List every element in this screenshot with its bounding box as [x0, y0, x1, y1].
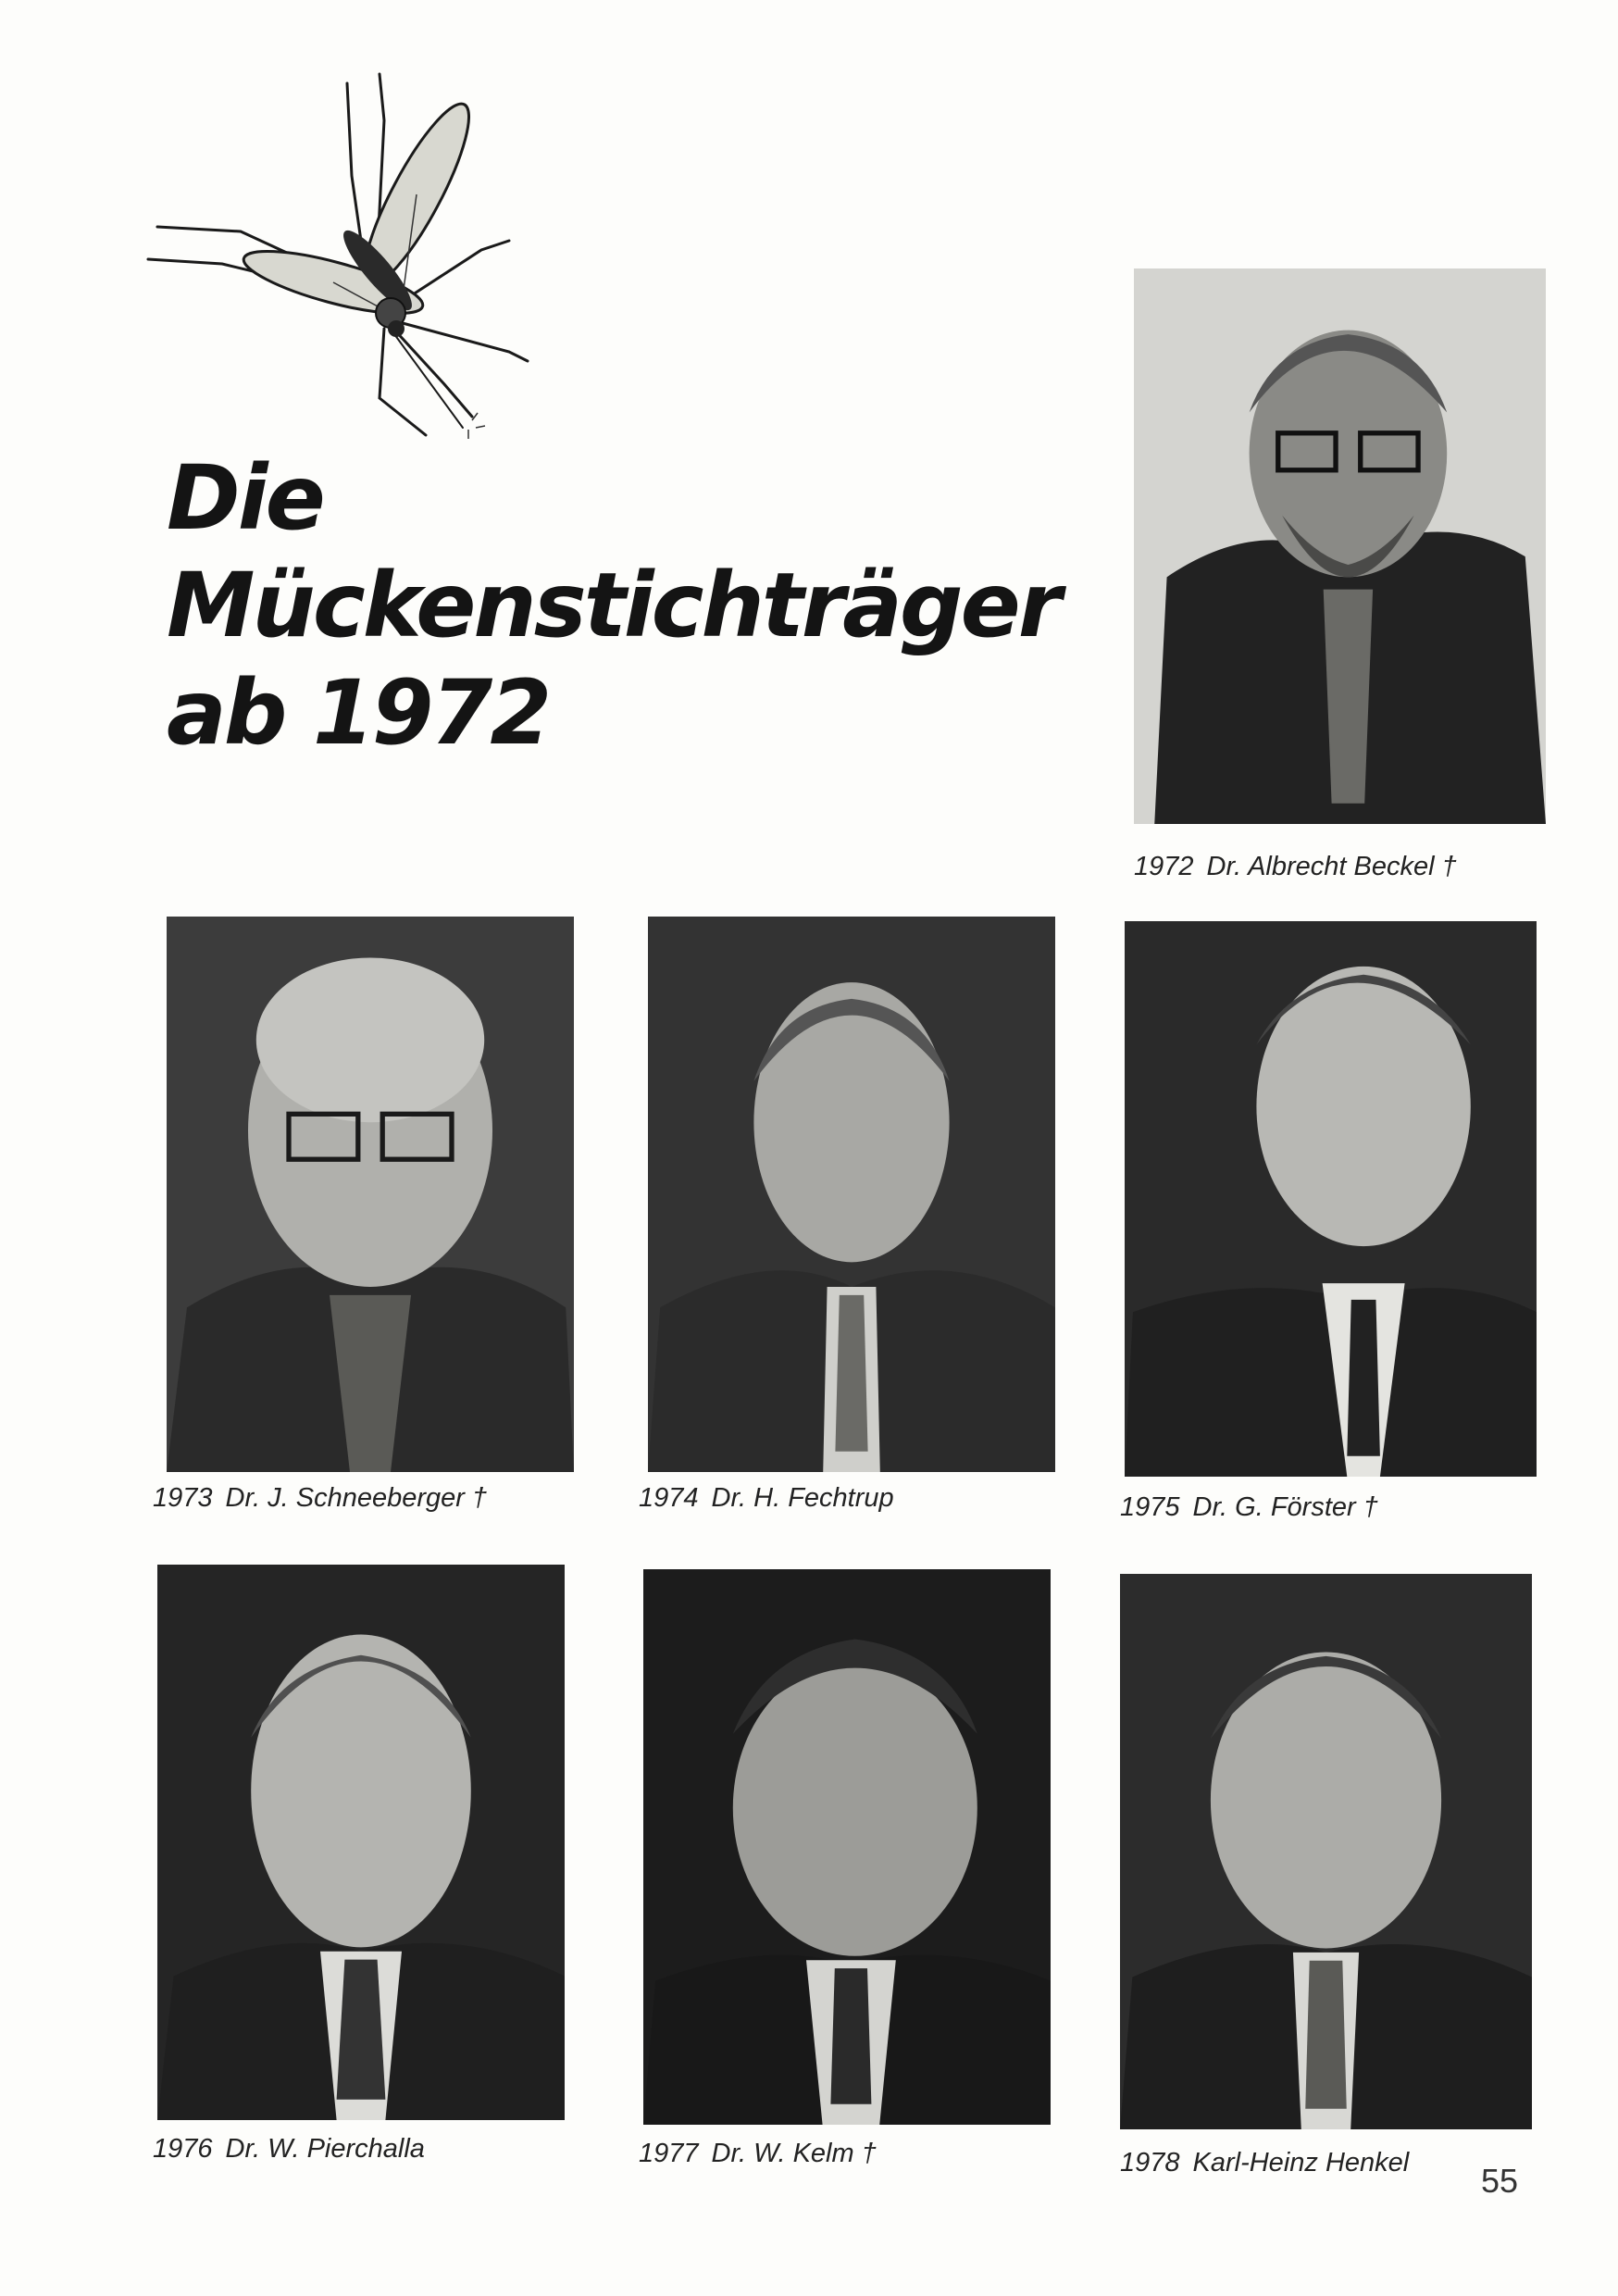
page-title: [167, 444, 1059, 767]
portrait-photo-1975: [1125, 921, 1537, 1477]
portrait-caption-1978: 1978 Karl-Heinz Henkel: [1120, 2148, 1410, 2177]
title-line-2: Mückenstichträger: [167, 554, 1060, 657]
portrait-photo-1974: [648, 917, 1055, 1472]
portrait-caption-1972: 1972 Dr. Albrecht Beckel †: [1134, 852, 1457, 881]
portrait-photo-1973: [167, 917, 574, 1472]
portrait-caption-1975: 1975 Dr. G. Förster †: [1120, 1492, 1378, 1522]
page-number: 55: [1481, 2162, 1519, 2200]
mosquito-icon: [139, 65, 546, 454]
portrait-caption-1977: 1977 Dr. W. Kelm †: [639, 2139, 877, 2168]
portrait-photo-1978: [1120, 1574, 1532, 2129]
title-line-3: ab 1972: [167, 661, 550, 765]
portrait-caption-1973: 1973 Dr. J. Schneeberger †: [153, 1483, 488, 1513]
portrait-photo-1977: [643, 1569, 1051, 2125]
portrait-photo-1976: [157, 1565, 565, 2120]
title-line-1: Die: [167, 446, 323, 550]
portrait-caption-1976: 1976 Dr. W. Pierchalla: [153, 2134, 425, 2164]
portrait-photo-1972: [1134, 268, 1546, 824]
portrait-caption-1974: 1974 Dr. H. Fechtrup: [639, 1483, 894, 1513]
